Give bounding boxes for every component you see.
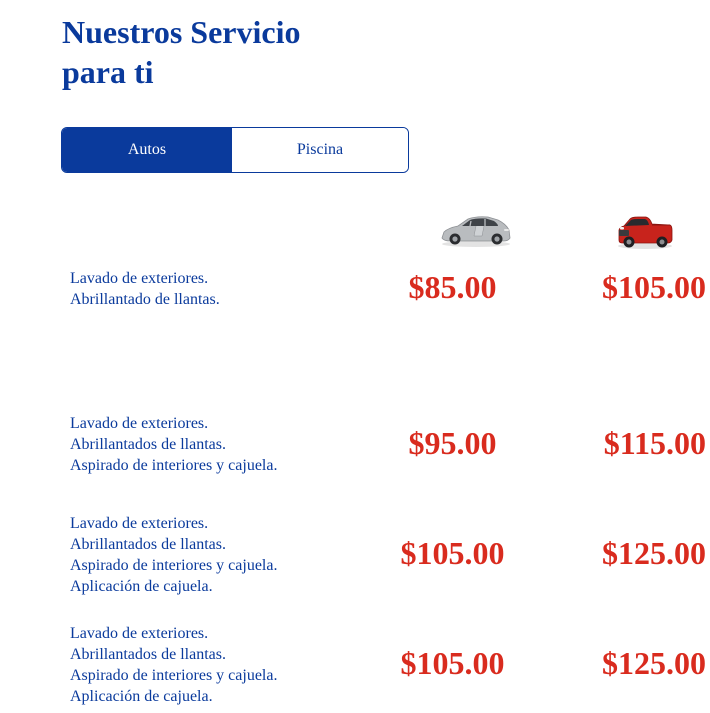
- service-line: Lavado de exteriores.: [70, 270, 209, 287]
- service-line: Abrillantado de llantas.: [70, 291, 220, 308]
- price-sedan: $105.00: [400, 645, 505, 681]
- service-line: Lavado de exteriores.: [70, 625, 209, 642]
- price-sedan: $85.00: [408, 269, 497, 305]
- sedan-car-icon: [440, 214, 512, 253]
- service-line: Aspirado de interiores y cajuela.: [70, 667, 278, 684]
- service-description: [70, 268, 220, 310]
- page-title: [62, 12, 300, 92]
- service-line: Aplicación de cajuela.: [70, 578, 213, 595]
- price-pickup: $115.00: [603, 425, 706, 461]
- service-line: Aspirado de interiores y cajuela.: [70, 557, 278, 574]
- page-title-line-2: para ti: [62, 54, 154, 90]
- service-line: Lavado de exteriores.: [70, 415, 209, 432]
- price-sedan: $95.00: [408, 425, 497, 461]
- service-tabs: [61, 127, 409, 173]
- service-line: Aplicación de cajuela.: [70, 688, 213, 705]
- service-line: Abrillantados de llantas.: [70, 536, 226, 553]
- service-description: [70, 513, 277, 597]
- price-pickup: $125.00: [602, 645, 706, 681]
- price-pickup: $125.00: [602, 535, 706, 571]
- service-line: Lavado de exteriores.: [70, 515, 209, 532]
- page-title-line-1: Nuestros Servicio: [62, 14, 301, 50]
- tab-autos[interactable]: Autos: [62, 128, 232, 172]
- tab-piscina[interactable]: Piscina: [232, 128, 408, 172]
- pickup-truck-icon: [616, 214, 674, 255]
- service-line: Abrillantados de llantas.: [70, 646, 226, 663]
- service-description: [70, 623, 277, 707]
- service-description: [70, 413, 277, 476]
- service-line: Abrillantados de llantas.: [70, 436, 226, 453]
- price-pickup: $105.00: [602, 269, 706, 305]
- price-sedan: $105.00: [400, 535, 505, 571]
- service-line: Aspirado de interiores y cajuela.: [70, 457, 278, 474]
